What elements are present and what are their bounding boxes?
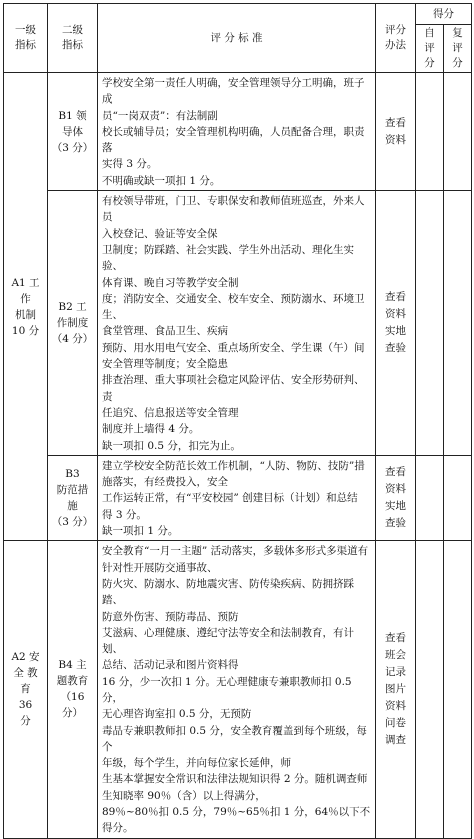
b4-method-2: 班会 (385, 648, 406, 661)
b4-std-10: 年级，每个学生，并向每位家长延伸，师 (102, 757, 291, 770)
re-eval-line3: 分 (452, 57, 463, 69)
b4-std-9: 毒品专兼职教师扣 0.5 分，安全教育覆盖到每个班级，每个 (102, 724, 367, 753)
re-eval-line2: 评 (452, 42, 463, 54)
re-score-b4[interactable] (444, 541, 472, 838)
level1-a2 (4, 541, 48, 838)
b3-method-1: 查看 (385, 466, 406, 479)
self-score-b4[interactable] (416, 541, 444, 838)
evaluation-table (3, 3, 472, 839)
b2-std-1: 有校领导带班，门卫、专职保安和教师值班巡查，外来人员 (102, 195, 365, 224)
b4-std-1: 安全教育“一月一主题” 活动落实，多载体多形式多渠道有 (102, 545, 369, 558)
b4-method-3: 记录 (385, 665, 406, 678)
b4-std-11: 生基本掌握安全常识和法律法规知识得 2 分。随机调查师 (102, 773, 368, 786)
level2-b3 (48, 455, 98, 540)
re-score-b3[interactable] (444, 455, 472, 540)
header-method-line2: 办法 (385, 39, 406, 51)
b4-method-1: 查看 (385, 631, 406, 644)
header-method (376, 4, 416, 73)
a1-line3: 机制 (15, 308, 36, 321)
b3-line1: B3 (65, 468, 80, 481)
header-level1-line1: 一级 (15, 24, 36, 36)
b2-std-2: 入校登记、验证等安全保 (102, 227, 218, 240)
a2-line3: 育 (20, 683, 31, 696)
b2-line3: （4 分） (51, 332, 94, 345)
b3-method-3: 实地 (385, 500, 406, 513)
method-b4 (376, 541, 416, 838)
re-eval-line1: 复 (452, 27, 463, 39)
table-row-b4 (4, 541, 472, 838)
b2-method-2: 资料 (385, 307, 406, 320)
method-b1 (376, 73, 416, 191)
b2-std-11: 制度并上墙得 4 分。 (102, 423, 200, 436)
b3-method-4: 查验 (385, 517, 406, 530)
a2-line2: 全 教 (13, 667, 38, 680)
header-score-group: 得分 (416, 4, 472, 25)
table-row-b2 (4, 191, 472, 456)
b1-std-4: 实得 3 分。 (102, 158, 158, 171)
b1-method-1: 查看 (385, 116, 406, 129)
b3-line3: 施 (67, 500, 78, 513)
header-re-eval (444, 25, 472, 73)
a1-line4: 10 分 (11, 324, 40, 337)
b2-std-4: 体育课、晚自习等教学安全制 (102, 276, 239, 289)
b4-line2: 题教育 (56, 675, 89, 688)
b2-std-10: 任追究、信息报送等安全管理 (102, 406, 239, 419)
b4-std-7: 16 分，少一次扣 1 分。无心理健康专兼职教师扣 0.5 分， (102, 675, 352, 704)
b4-line3: （16 (60, 691, 85, 704)
a1-line1: A1 工 (11, 276, 40, 289)
b2-line2: 作制度 (56, 316, 89, 329)
b1-line2: 导体 (62, 125, 83, 138)
b2-method-3: 实地 (385, 324, 406, 337)
b4-method-6: 问卷 (385, 716, 406, 729)
b4-method-5: 资料 (385, 699, 406, 712)
header-level2 (48, 4, 98, 73)
header-level1 (4, 4, 48, 73)
standard-b2 (98, 191, 376, 456)
standard-b4 (98, 541, 376, 838)
b1-std-3: 校长或辅导员；安全管理机构明确，人员配备合理，职责落 (102, 125, 365, 155)
b2-std-6: 食堂管理、食品卫生、疾病 (102, 325, 228, 338)
b4-std-13: 89％~80％扣 0.5 分，79％~65％扣 1 分，64％以下不得分。 (102, 806, 371, 835)
b1-std-1: 学校安全第一责任人明确，安全管理领导分工明确，班子成 (102, 77, 365, 106)
b2-std-7: 预防、用水用电气安全、重点场所安全、学生课（午）间 (102, 341, 365, 354)
header-level2-line2: 指标 (62, 39, 83, 51)
a2-line4: 36 (18, 699, 33, 712)
b4-std-3: 防火灾、防溺水、防地震灾害、防传染疾病、防拥挤踩踏、 (102, 577, 354, 607)
header-self-eval (416, 25, 444, 73)
b4-method-7: 调查 (385, 733, 406, 746)
b3-line4: （3 分） (51, 516, 94, 529)
header-level2-line1: 二级 (62, 24, 83, 36)
b2-method-4: 查验 (385, 341, 406, 354)
b4-std-4: 防意外伤害、预防毒品、预防 (102, 610, 239, 623)
level2-b2 (48, 191, 98, 456)
standard-b1 (98, 73, 376, 191)
header-method-line1: 评分 (385, 24, 406, 36)
header-level1-line2: 指标 (15, 39, 36, 51)
b3-std-1: 建立学校安全防范长效工作机制，“人防、物防、技防”措 (102, 459, 365, 472)
b2-line1: B2 工 (58, 300, 87, 313)
b3-std-2: 施落实，有经费投入，安全 (102, 476, 228, 489)
self-score-b3[interactable] (416, 455, 444, 540)
a2-line5: 分 (20, 715, 31, 728)
b4-std-8: 无心理咨询室扣 0.5 分，无预防 (102, 708, 252, 721)
self-score-b1[interactable] (416, 73, 444, 191)
level2-b4 (48, 541, 98, 838)
b3-line2: 防范措 (56, 484, 89, 497)
b4-std-6: 总结、活动记录和图片资料得 (102, 659, 239, 672)
table-row-b1 (4, 73, 472, 191)
self-eval-line2: 评 (424, 42, 435, 54)
b2-std-3: 卫制度；防踩踏、社会实践、学生外出活动、理化生实验、 (102, 243, 354, 273)
b4-std-12: 生知晓率 90％（含）以上得满分， (102, 789, 266, 802)
self-eval-line3: 分 (424, 57, 435, 69)
b1-line3: （3 分） (51, 141, 94, 154)
re-score-b2[interactable] (444, 191, 472, 456)
b1-line1: B1 领 (58, 109, 87, 122)
b3-method-2: 资料 (385, 483, 406, 496)
level1-a1 (4, 73, 48, 541)
level2-b1 (48, 73, 98, 191)
self-score-b2[interactable] (416, 191, 444, 456)
b2-std-5: 度；消防安全、交通安全、校车安全、预防溺水、环境卫生、 (102, 292, 365, 322)
b2-std-9: 排查治理、重大事项社会稳定风险评估、安全形势研判、责 (102, 374, 365, 403)
b4-method-4: 图片 (385, 682, 406, 695)
b4-line4: 分） (62, 707, 83, 720)
b1-std-5: 不明确或缺一项扣 1 分。 (102, 174, 221, 187)
standard-b3 (98, 455, 376, 540)
re-score-b1[interactable] (444, 73, 472, 191)
method-b2 (376, 191, 416, 456)
table-row-b3 (4, 455, 472, 540)
header-row-1 (4, 4, 472, 25)
b3-std-5: 缺一项扣 1 分。 (102, 525, 179, 538)
b3-std-3: 工作运转正常，有“平安校园” 创建目标（计划）和总结 (102, 492, 358, 505)
b4-std-2: 针对性开展防交通事故、 (102, 561, 218, 574)
a1-line2: 作 (20, 292, 31, 305)
b2-std-12: 缺一项扣 0.5 分，扣完为止。 (102, 439, 241, 452)
b2-std-8: 安全管理等制度；安全隐患 (102, 358, 228, 371)
b3-std-4: 得 3 分。 (102, 508, 147, 521)
b1-std-2: 员“一岗双责”：有法制副 (102, 109, 218, 122)
method-b3 (376, 455, 416, 540)
b4-line1: B4 主 (58, 659, 87, 672)
a2-line1: A2 安 (11, 651, 40, 664)
b2-method-1: 查看 (385, 290, 406, 303)
b1-method-2: 资料 (385, 133, 406, 146)
header-standard: 评 分 标 准 (98, 4, 376, 73)
b4-std-5: 艾滋病、心理健康、遵纪守法等安全和法制教育，有计划、 (102, 626, 354, 656)
self-eval-line1: 自 (424, 27, 435, 39)
